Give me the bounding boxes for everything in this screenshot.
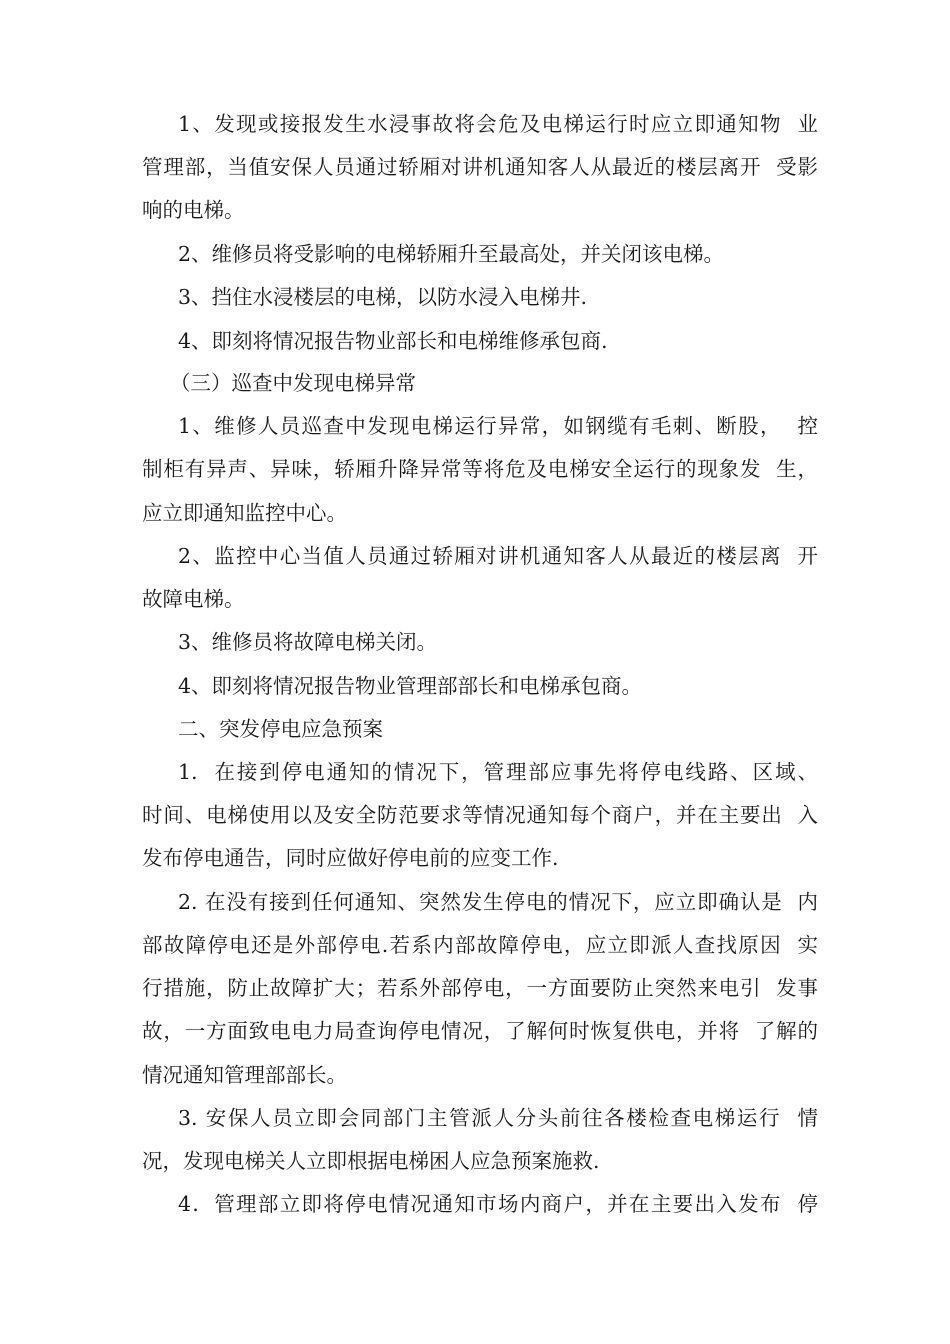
text-line: 4．管理部立即将停电情况通知市场内商户，并在主要出入发布 停	[178, 1192, 818, 1216]
section-heading: （三）巡查中发现电梯异常	[170, 371, 416, 395]
text-line: 部故障停电还是外部停电.若系内部故障停电，应立即派人查找原因 实	[142, 933, 818, 957]
section-heading: 二、突发停电应急预案	[178, 717, 383, 741]
text-line: 1. 在接到停电通知的情况下，管理部应事先将停电线路、区域、	[178, 760, 818, 784]
text-line: 应立即通知监控中心。	[142, 501, 347, 525]
text-line: 况，发现电梯关人立即根据电梯困人应急预案施救.	[142, 1149, 600, 1173]
text-line: 时间、电梯使用以及安全防范要求等情况通知每个商户，并在主要出 入	[142, 803, 818, 827]
text-line: 4、即刻将情况报告物业部长和电梯维修承包商.	[178, 329, 608, 353]
text-line: 1、发现或接报发生水浸事故将会危及电梯运行时应立即通知物 业	[178, 112, 818, 136]
text-line: 2、维修员将受影响的电梯轿厢升至最高处，并关闭该电梯。	[178, 242, 725, 266]
text-line: 4、即刻将情况报告物业管理部部长和电梯承包商。	[178, 674, 643, 698]
text-line: 2、监控中心当值人员通过轿厢对讲机通知客人从最近的楼层离 开	[178, 544, 818, 568]
text-line: 情况通知管理部部长。	[142, 1063, 347, 1087]
text-line: 故障电梯。	[142, 587, 245, 611]
text-line: 3. 安保人员立即会同部门主管派人分头前往各楼检查电梯运行 情	[178, 1106, 818, 1130]
text-line: 3、维修员将故障电梯关闭。	[178, 630, 438, 654]
text-line: 发布停电通告，同时应做好停电前的应变工作.	[142, 846, 559, 870]
text-line: 响的电梯。	[142, 198, 245, 222]
text-line: 行措施，防止故障扩大；若系外部停电，一方面要防止突然来电引 发事	[142, 976, 818, 1000]
text-line: 2. 在没有接到任何通知、突然发生停电的情况下，应立即确认是 内	[178, 890, 818, 914]
text-line: 制柜有异声、异味，轿厢升降异常等将危及电梯安全运行的现象发 生，	[142, 457, 818, 481]
text-line: 1、维修人员巡查中发现电梯运行异常，如钢缆有毛刺、断股， 控	[178, 414, 818, 438]
text-line: 故，一方面致电电力局查询停电情况，了解何时恢复供电，并将 了解的	[142, 1019, 818, 1043]
text-line: 3、挡住水浸楼层的电梯，以防水浸入电梯井.	[178, 285, 588, 309]
text-line: 管理部，当值安保人员通过轿厢对讲机通知客人从最近的楼层离开 受影	[142, 155, 818, 179]
